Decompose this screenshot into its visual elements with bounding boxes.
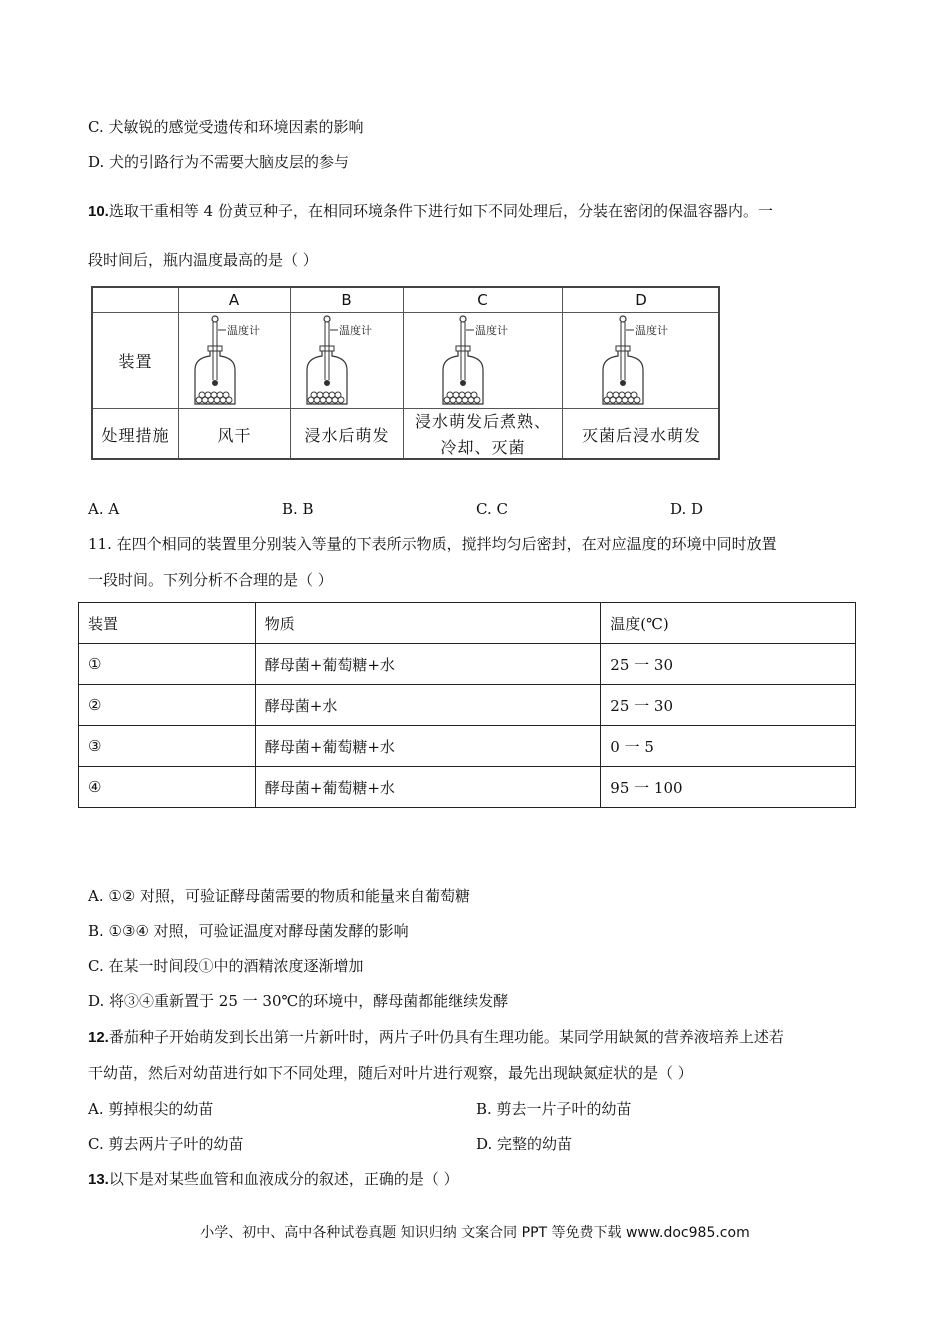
q10-thermometer-label-d: 温度计 (635, 324, 668, 337)
q10-jar-c (441, 314, 531, 412)
q10-stem-line1 (88, 201, 773, 222)
q10-option-c: C. C (476, 500, 508, 518)
q12-stem-line1 (88, 1027, 784, 1048)
q10-option-d: D. D (670, 500, 704, 518)
q10-stem-line2: 段时间后，瓶内温度最高的是（ ） (88, 251, 318, 269)
q10-treatment-b: 浸水后萌发 (304, 426, 390, 445)
q12-number: 12. (88, 1029, 109, 1046)
q10-header-c: C (477, 291, 489, 309)
q11-stem-line2: 一段时间。下列分析不合理的是（ ） (88, 571, 333, 589)
q10-jar-d (601, 314, 691, 412)
q10-treatment-a: 风干 (217, 426, 252, 445)
q12-stem-text: 番茄种子开始萌发到长出第一片新叶时，两片子叶仍具有生理功能。某同学用缺氮的营养液培养上述若 (108, 1028, 784, 1046)
q11-cell: 酵母菌+葡萄糖+水 (255, 767, 601, 808)
q10-stem-text: 选取干重相等 4 份黄豆种子，在相同环境条件下进行如下不同处理后，分装在密闭的保温容器内。一 (108, 202, 773, 220)
table-row (79, 767, 856, 808)
table-row (79, 685, 856, 726)
q12-option-a: A. 剪掉根尖的幼苗 (88, 1100, 214, 1118)
q10-option-a: A. A (88, 500, 120, 518)
q9-option-c: C. 犬敏锐的感觉受遗传和环境因素的影响 (88, 118, 364, 136)
table-row (79, 644, 856, 685)
q10-jar-a (193, 314, 283, 412)
q10-thermometer-label-a: 温度计 (227, 324, 260, 337)
q9-option-d: D. 犬的引路行为不需要大脑皮层的参与 (88, 153, 350, 171)
q11-cell: 酵母菌+水 (255, 685, 601, 726)
q13-stem (88, 1169, 459, 1190)
q10-treatment-d: 灭菌后浸水萌发 (581, 426, 701, 445)
q11-cell: ① (79, 644, 256, 685)
q11-cell: 酵母菌+葡萄糖+水 (255, 726, 601, 767)
q11-header-substance: 物质 (255, 603, 601, 644)
q13-number: 13. (88, 1171, 109, 1188)
q10-treatment-c-line1: 浸水萌发后煮熟、 (414, 411, 551, 431)
q11-cell: 25 一 30 (601, 644, 856, 685)
q10-number: 10. (88, 203, 109, 220)
q10-header-a: A (228, 291, 241, 309)
q11-cell: 酵母菌+葡萄糖+水 (255, 644, 601, 685)
q12-stem-line2: 干幼苗，然后对幼苗进行如下不同处理，随后对叶片进行观察，最先出现缺氮症状的是（ ） (88, 1064, 693, 1082)
q10-treatment-c (404, 409, 562, 460)
q11-header-apparatus: 装置 (79, 603, 256, 644)
q10-header-d: D (635, 291, 648, 309)
q11-cell: 95 一 100 (601, 767, 856, 808)
q11-yeast-table (78, 602, 856, 808)
q11-option-b: B. ①③④ 对照，可验证温度对酵母菌发酵的影响 (88, 922, 409, 940)
q10-jar-b (305, 314, 395, 412)
q11-header-temperature: 温度(℃) (601, 603, 856, 644)
q11-cell: 25 一 30 (601, 685, 856, 726)
page-footer: 小学、初中、高中各种试卷真题 知识归纳 文案合同 PPT 等免费下载 www.doc985.com (200, 1225, 750, 1241)
q12-option-c: C. 剪去两片子叶的幼苗 (88, 1135, 244, 1153)
q11-option-c: C. 在某一时间段①中的酒精浓度逐渐增加 (88, 957, 364, 975)
table-row (79, 603, 856, 644)
table-row (79, 726, 856, 767)
q10-header-b: B (341, 291, 353, 309)
q10-row-label-apparatus: 装置 (118, 352, 153, 371)
q10-apparatus-table (91, 286, 720, 460)
q10-thermometer-label-b: 温度计 (339, 324, 372, 337)
q10-row-label-treatment: 处理措施 (101, 426, 170, 445)
q11-cell: ② (79, 685, 256, 726)
q10-option-b: B. B (282, 500, 314, 518)
q13-stem-text: 以下是对某些血管和血液成分的叙述，正确的是（ ） (108, 1170, 459, 1188)
q11-cell: ③ (79, 726, 256, 767)
q12-option-b: B. 剪去一片子叶的幼苗 (476, 1100, 632, 1118)
q10-thermometer-label-c: 温度计 (475, 324, 508, 337)
q11-option-a: A. ①② 对照，可验证酵母菌需要的物质和能量来自葡萄糖 (88, 887, 471, 905)
q12-option-d: D. 完整的幼苗 (476, 1135, 573, 1153)
q11-cell: ④ (79, 767, 256, 808)
q10-treatment-c-line2: 冷却、灭菌 (440, 437, 526, 457)
q11-stem-line1: 11. 在四个相同的装置里分别装入等量的下表所示物质，搅拌均匀后密封，在对应温度的环境中同时放置 (88, 535, 777, 553)
q11-option-d: D. 将③④重新置于 25 一 30℃的环境中，酵母菌都能继续发酵 (88, 992, 509, 1010)
q11-cell: 0 一 5 (601, 726, 856, 767)
